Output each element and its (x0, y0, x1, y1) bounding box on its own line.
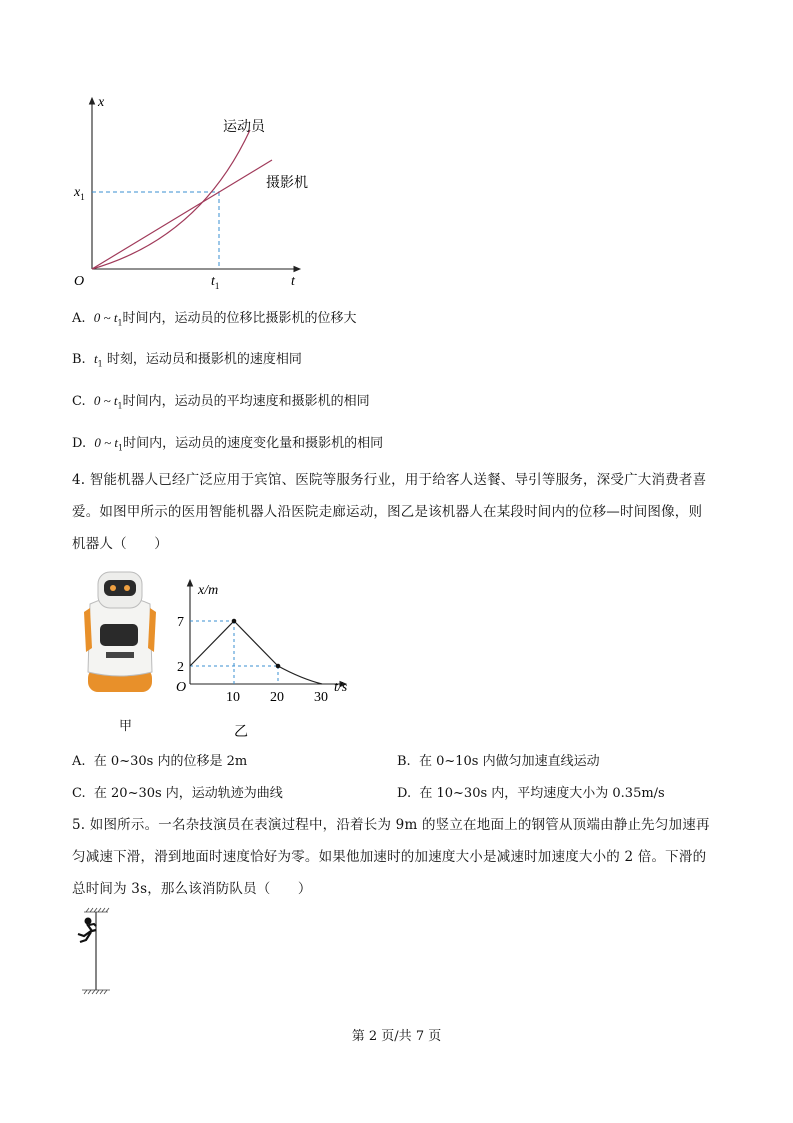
q4-stem-line3: 机器人（ ） (72, 536, 168, 552)
q4-option-c: C. 在 20~30s 内，运动轨迹为曲线 (72, 786, 283, 801)
t1-label: $t_1$ (211, 274, 220, 291)
page-footer: 第 2 页/共 7 页 (351, 1029, 442, 1044)
robot-chest-screen (100, 624, 138, 646)
robot-xt-chart (168, 574, 360, 742)
x-tick-label-30: 30 (314, 690, 328, 705)
acrobat-figure (78, 918, 96, 942)
origin-label: O (74, 274, 85, 289)
robot-face-screen (104, 580, 136, 596)
xt-graph-athlete-camera (60, 88, 330, 298)
q5-stem-line2: 匀减速下滑，滑到地面时速度恰好为零。如果他加速时的加速度大小是减速时加速度大小的 2 倍。下滑的 (72, 849, 707, 865)
camera-label: 摄影机 (266, 176, 308, 191)
x-tick-label-10: 10 (226, 690, 240, 705)
robot-right-eye (124, 585, 130, 591)
robot-label-plate (106, 652, 134, 658)
q4-option-d: D. 在 10~30s 内，平均速度大小为 0.35m/s (397, 786, 665, 801)
chart-x-axis-label: t/s (334, 680, 348, 695)
q5-stem-line1: 5. 如图所示。一名杂技演员在表演过程中，沿着长为 9m 的竖立在地面上的钢管从顶端由静止先匀加速再 (72, 817, 710, 833)
q4-option-a: A. 在 0~30s 内的位移是 2m (72, 754, 248, 769)
q3-option-d: D. 0 ~ $t_1$时间内，运动员的速度变化量和摄影机的相同 (72, 435, 384, 453)
q3-option-a: A. 0 ~ $t_1$时间内，运动员的位移比摄影机的位移大 (72, 310, 357, 328)
data-point-0 (232, 619, 237, 624)
robot-image (80, 568, 160, 696)
y-axis-label: x (98, 95, 105, 110)
camera-line (92, 160, 272, 269)
chart-y-axis-label: x/m (198, 583, 219, 598)
q5-stem-line3: 总时间为 3s，那么该消防队员（ ） (72, 881, 312, 897)
athlete-label: 运动员 (223, 120, 265, 135)
q4-stem-line2: 爱。如图甲所示的医用智能机器人沿医院走廊运动，图乙是该机器人在某段时间内的位移—时间图像，则 (72, 504, 703, 520)
series-curve (278, 666, 322, 684)
y-tick-label-7: 7 (177, 615, 184, 630)
x1-label: $x_1$ (74, 185, 85, 202)
y-tick-label-2: 2 (177, 660, 184, 675)
q3-option-b: B. $t_1$ 时刻，运动员和摄影机的速度相同 (72, 351, 302, 369)
chart-caption: 乙 (234, 725, 248, 740)
q4-option-b: B. 在 0~10s 内做匀加速直线运动 (397, 754, 600, 769)
data-point-1 (276, 664, 281, 669)
ground-hatch (82, 990, 110, 994)
x-tick-label-20: 20 (270, 690, 284, 705)
athlete-curve (92, 130, 250, 269)
robot-caption: 甲 (119, 719, 133, 734)
q3-option-c: C. 0 ~ $t_1$时间内，运动员的平均速度和摄影机的相同 (72, 393, 370, 411)
chart-origin-label: O (176, 680, 187, 695)
top-hatch (84, 908, 109, 912)
x-axis-label: t (291, 274, 295, 289)
pole-acrobat-image (66, 906, 116, 998)
q4-stem-line1: 4. 智能机器人已经广泛应用于宾馆、医院等服务行业，用于给客人送餐、导引等服务，深受广大消费者喜 (72, 472, 707, 488)
robot-left-eye (110, 585, 116, 591)
